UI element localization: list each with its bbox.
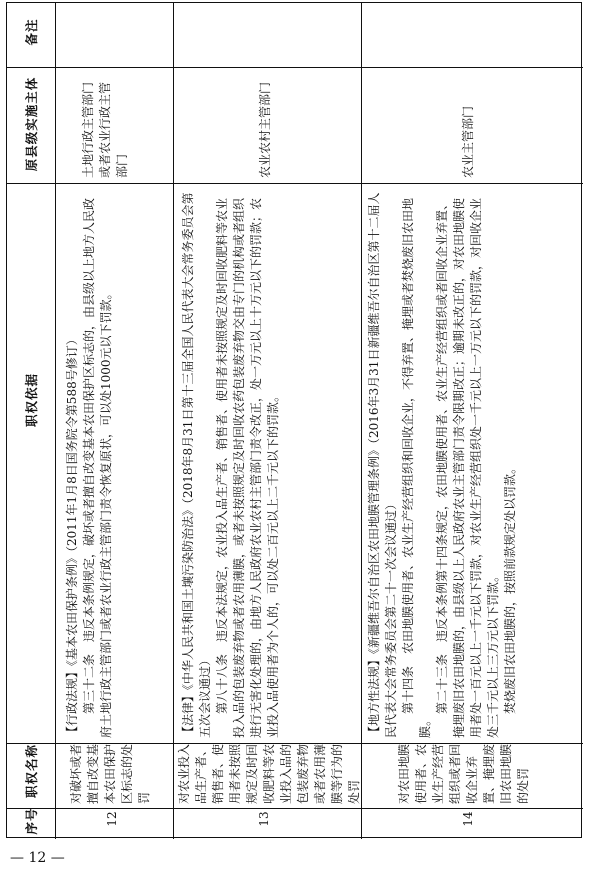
row-12-basis-source: 【行政法规】《基本农田保护条例》（2011年1月8日国务院令第588号修订）	[65, 333, 79, 738]
row-14-name: 对农田地膜使用者、农业生产经营组织或者回收企业弃置、掩埋废旧农田地膜的处罚	[397, 743, 530, 804]
header-seq: 序号	[24, 807, 39, 835]
row-13-name: 对农业投入品生产者、销售者、使用者未按照规定及时回收肥料等农业投入品的包装废弃物或者农用薄膜等行为的处罚	[177, 743, 361, 804]
row-12-basis	[64, 188, 115, 738]
header-remarks: 备注	[24, 18, 39, 46]
row-14-basis-source: 【地方性法规】《新疆维吾尔自治区农田地膜管理条例》（2016年3月31日新疆维吾尔自治区第十二届人民代表大会常务委员会第二十一次会议通过）	[367, 192, 398, 738]
rule-after-row-13	[361, 3, 362, 839]
row-13-subject: 农业农村主管部门	[258, 81, 272, 178]
row-13-seq: 13	[257, 811, 271, 827]
row-12-name: 对破坏或者擅自改变基本农田保护区标志的处罚	[69, 743, 151, 804]
row-12-seq: 12	[105, 811, 119, 827]
header-name: 职权名称	[24, 744, 39, 799]
rule-below-remarks	[7, 67, 583, 68]
rule-below-subject	[7, 183, 583, 184]
row-12-basis-article: 第三十二条 违反本条例规定，破坏或者擅自改变基本农田保护区标志的，由县级以上地方人民政府土地行政主管部门或者农业行政主管部门责令恢复原状，可以处1000元以下罚款。	[82, 197, 113, 738]
row-13-basis	[180, 188, 282, 738]
row-14-basis-article-23: 第二十三条 违反本条例第十四条规定，农田地膜使用者、农业生产经营组织或者回收企业弃置、掩埋废旧农田地膜的，由县级以上人民政府农业主管部门责令限期改正；逾期未改正的，对农田地膜使用者处一百元以上一千元以下罚款，对农业生产经营组织处一千元以上一万元以下的罚款，对回收企业处三千元以上三万元以下罚款。	[435, 197, 500, 738]
rule-below-name	[7, 808, 583, 809]
row-12-subject: 土地行政主管部门或者农业行政主管部门	[81, 81, 129, 178]
rule-after-header	[55, 3, 56, 839]
header-basis: 职权依据	[24, 373, 39, 428]
row-14-seq: 14	[461, 811, 475, 827]
row-14-subject: 农业主管部门	[461, 105, 475, 178]
row-13-basis-article: 第八十八条 违反本法规定，农业投入品生产者、销售者、使用者未按照规定及时回收肥料等农业投入品的包装废弃物或者农用薄膜，或者未按照规定及时回收农药包装废弃物交由专门的机构或者组织进行无害化处理的，由地方人民政府农业农村主管部门责令改正，处一万元以上十万元以下的罚款；农业投入品使用者为个人的，可以处二百元以上二千元以下的罚款。	[215, 197, 280, 738]
header-subject: 原县级实施主体	[24, 76, 39, 172]
rule-after-row-12	[173, 3, 174, 839]
row-14-basis	[366, 188, 519, 738]
row-13-basis-source: 【法律】《中华人民共和国土壤污染防治法》（2018年8月31日第十三届全国人民代表大会常务委员会第五次会议通过）	[181, 192, 212, 738]
page-number: — 12 —	[10, 850, 65, 866]
row-14-basis-article-14: 第十四条 农田地膜使用者、农业生产经营组织和回收企业，不得弃置、掩埋或者焚烧废旧农田地膜。	[401, 197, 432, 738]
row-14-basis-burning: 焚烧废旧农田地膜的，按照前款规定处以罚款。	[503, 461, 517, 714]
